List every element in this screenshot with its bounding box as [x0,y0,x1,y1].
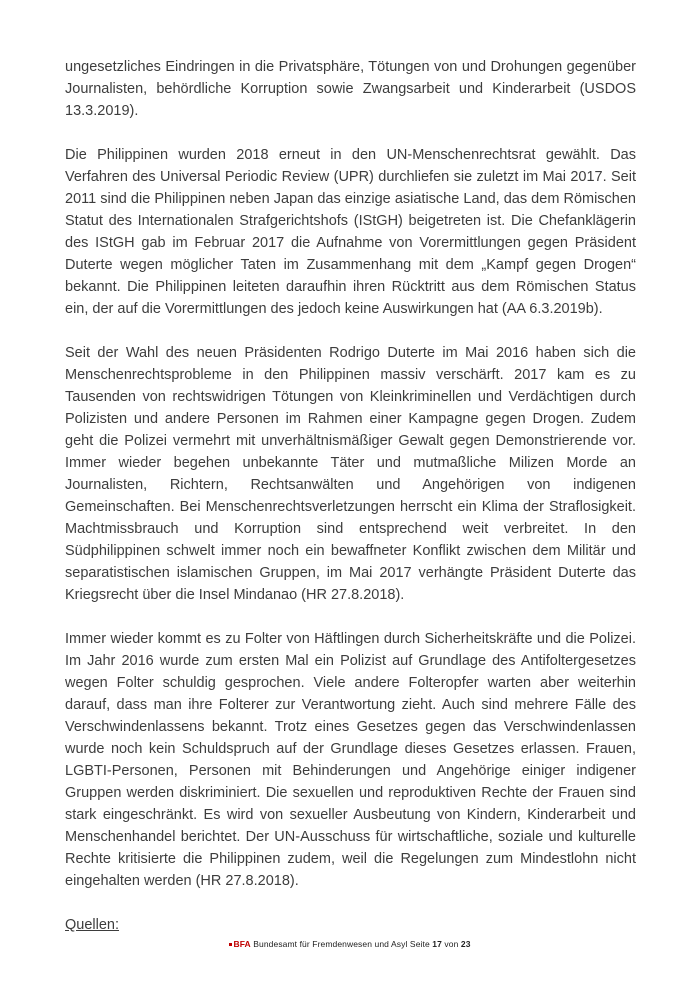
bfa-logo-dot-icon [229,943,232,946]
footer-page-word: Seite [409,939,430,949]
quellen-heading: Quellen: [65,917,120,933]
paragraph: Immer wieder kommt es zu Folter von Häftlingen durch Sicherheitskräfte und die Polizei. Im Jahr 2016 wurde zum ersten Mal ein Polizist auf Grundlage des Antifoltergesetzes wegen Folter schuldig gesprochen. Viele andere Folteropfer warten aber weiterhin darauf, dass man ihre Folterer zur Verantwortung zieht. Auch sind mehrere Fälle des Verschwindenlassens bekannt. Trotz eines Gesetzes gegen das Verschwindenlassen wurde noch kein Schuldspruch auf der Grundlage dieses Gesetzes erlassen. Frauen, LGBTI-Personen, Personen mit Behinderungen und Angehörige einiger indigener Gruppen werden diskriminiert. Die sexuellen und reproduktiven Rechte der Frauen sind stark eingeschränkt. Es wird von sexueller Ausbeutung von Kindern, Kinderarbeit und Menschenhandel berichtet. Der UN-Ausschuss für wirtschaftliche, soziale und kulturelle Rechte kritisierte die Philippinen zudem, weil die Regelungen zum Mindestlohn nicht eingehalten werden (HR 27.8.2018). [65,631,636,889]
paragraph: ungesetzliches Eindringen in die Privatsphäre, Tötungen von und Drohungen gegenüber Journalisten, behördliche Korruption sowie Zwangsarbeit und Kinderarbeit (USDOS 13.3.2019). [65,59,636,119]
footer-page-current: 17 [432,939,442,949]
bfa-logo-text: BFA [233,939,251,949]
footer-page-total: 23 [460,939,471,949]
paragraph: Seit der Wahl des neuen Präsidenten Rodrigo Duterte im Mai 2016 haben sich die Menschenrechtsprobleme in den Philippinen massiv verschärft. 2017 kam es zu Tausenden von rechtswidrigen Tötungen von Kleinkriminellen und Verdächtigen durch Polizisten und andere Personen im Rahmen einer Kampagne gegen Drogen. Zudem geht die Polizei vermehrt mit unverhältnismäßiger Gewalt gegen Demonstrierende vor. Immer wieder begehen unbekannte Täter und mutmaßliche Milizen Morde an Journalisten, Richtern, Rechtsanwälten und Angehörigen von indigenen Gemeinschaften. Bei Menschenrechtsverletzungen herrscht ein Klima der Straflosigkeit. Machtmissbrauch und Korruption sind entsprechend weit verbreitet. In den Südphilippinen schwelt immer noch ein bewaffneter Konflikt zwischen dem Militär und separatistischen islamischen Gruppen, im Mai 2017 verhängte Präsident Duterte das Kriegsrecht über die Insel Mindanao (HR 27.8.2018). [65,345,636,603]
document-content [65,56,636,936]
footer-of-word: von [444,939,459,949]
paragraph: Die Philippinen wurden 2018 erneut in den UN-Menschenrechtsrat gewählt. Das Verfahren des Universal Periodic Review (UPR) durchliefen sie zuletzt im Mai 2017. Seit 2011 sind die Philippinen neben Japan das einzige asiatische Land, das dem Römischen Statut des Internationalen Strafgerichtshofs (IStGH) beigetreten ist. Die Chefanklägerin des IStGH gab im Februar 2017 die Aufnahme von Vorermittlungen gegen Präsident Duterte wegen möglicher Taten im Zusammenhang mit dem „Kampf gegen Drogen“ bekannt. Die Philippinen leiteten daraufhin ihren Rücktritt aus dem Römischen Status ein, der auf die Vorermittlungen des jedoch keine Auswirkungen hat (AA 6.3.2019b). [65,147,636,317]
page-footer [0,939,700,950]
footer-org-name: Bundesamt für Fremdenwesen und Asyl [253,939,408,949]
